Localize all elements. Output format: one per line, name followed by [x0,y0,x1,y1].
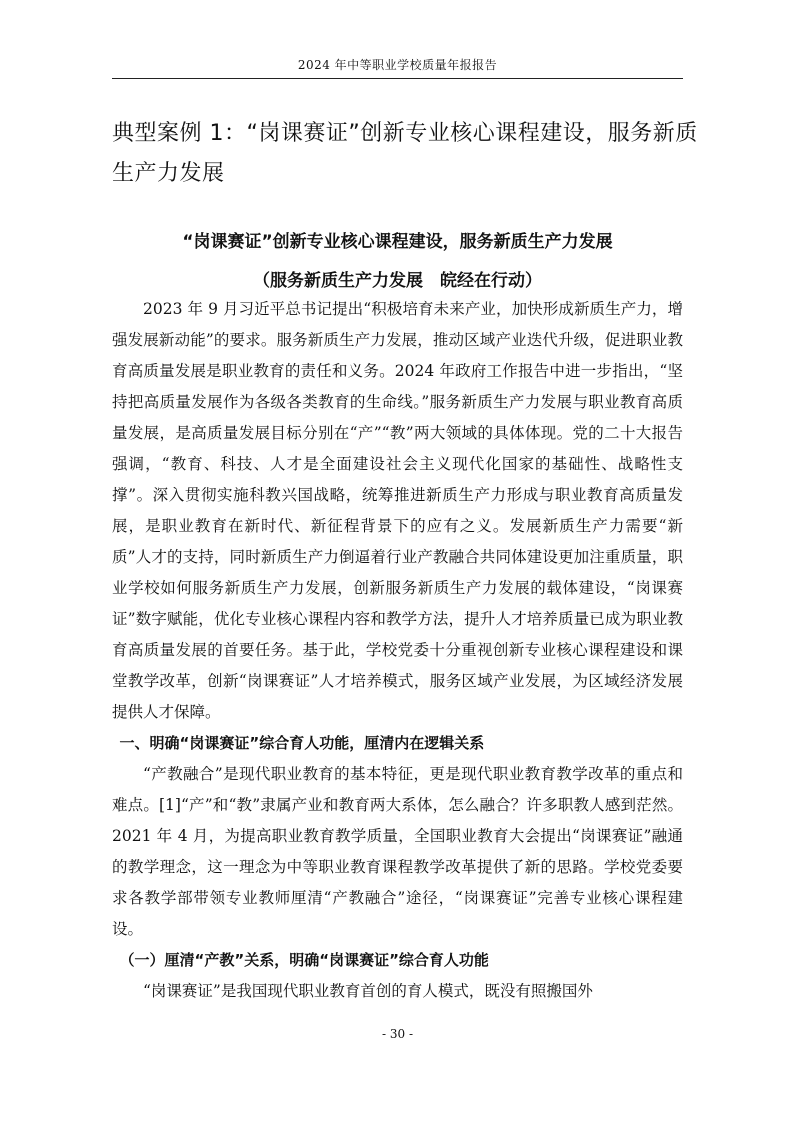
section-paragraph-1: “产教融合”是现代职业教育的基本特征，更是现代职业教育教学改革的重点和难点。[1]“产”和“教”隶属产业和教育两大系体，怎么融合？许多职教人感到茫然。2021 年 4 月，为提高职业教育教学质量，全国职业教育大会提出“岗课赛证”融通的教学理念，这一理念为中等职业教育课程教学改革提供了新的思路。学校党委要求各教学部带领专业教师厘清“产教融合”途径，“岗课赛证”完善专业核心课程建设。 [112,765,683,938]
subsection-heading-1: （一）厘清“产教”关系，明确“岗课赛证”综合育人功能 [119,951,489,969]
article-subtitle: （服务新质生产力发展 皖经在行动） [253,271,542,291]
article-title: “岗课赛证”创新专业核心课程建设，服务新质生产力发展 [182,232,613,252]
body-text [112,294,683,1007]
page-number: - 30 - [381,1027,413,1041]
case-title: 典型案例 1：“岗课赛证”创新专业核心课程建设，服务新质生产力发展 [112,121,698,186]
page-header: 2024 年中等职业学校质量年报报告 [112,56,683,79]
subsection-paragraph-1: “岗课赛证”是我国现代职业教育首创的育人模式，既没有照搬国外 [143,982,593,1000]
section-heading-1: 一、明确“岗课赛证”综合育人功能，厘清内在逻辑关系 [119,734,485,752]
intro-paragraph: 2023 年 9 月习近平总书记提出“积极培育未来产业，加快形成新质生产力，增强发展新动能”的要求。服务新质生产力发展，推动区域产业迭代升级，促进职业教育高质量发展是职业教育的责任和义务。2024 年政府工作报告中进一步指出，“坚持把高质量发展作为各级各类教育的生命线。”服务新质生产力发展与职业教育高质量发展，是高质量发展目标分别在“产”“教”两大领域的具体体现。党的二十大报告强调，“教育、科技、人才是全面建设社会主义现代化国家的基础性、战略性支撑”。深入贯彻实施科教兴国战略，统筹推进新质生产力形成与职业教育高质量发展，是职业教育在新时代、新征程背景下的应有之义。发展新质生产力需要“新质”人才的支持，同时新质生产力倒逼着行业产教融合共同体建设更加注重质量，职业学校如何服务新质生产力发展，创新服务新质生产力发展的载体建设，“岗课赛证”数字赋能，优化专业核心课程内容和教学方法，提升人才培养质量已成为职业教育高质量发展的首要任务。基于此，学校党委十分重视创新专业核心课程建设和课堂教学改革，创新“岗课赛证”人才培养模式，服务区域产业发展，为区域经济发展提供人才保障。 [112,300,683,721]
